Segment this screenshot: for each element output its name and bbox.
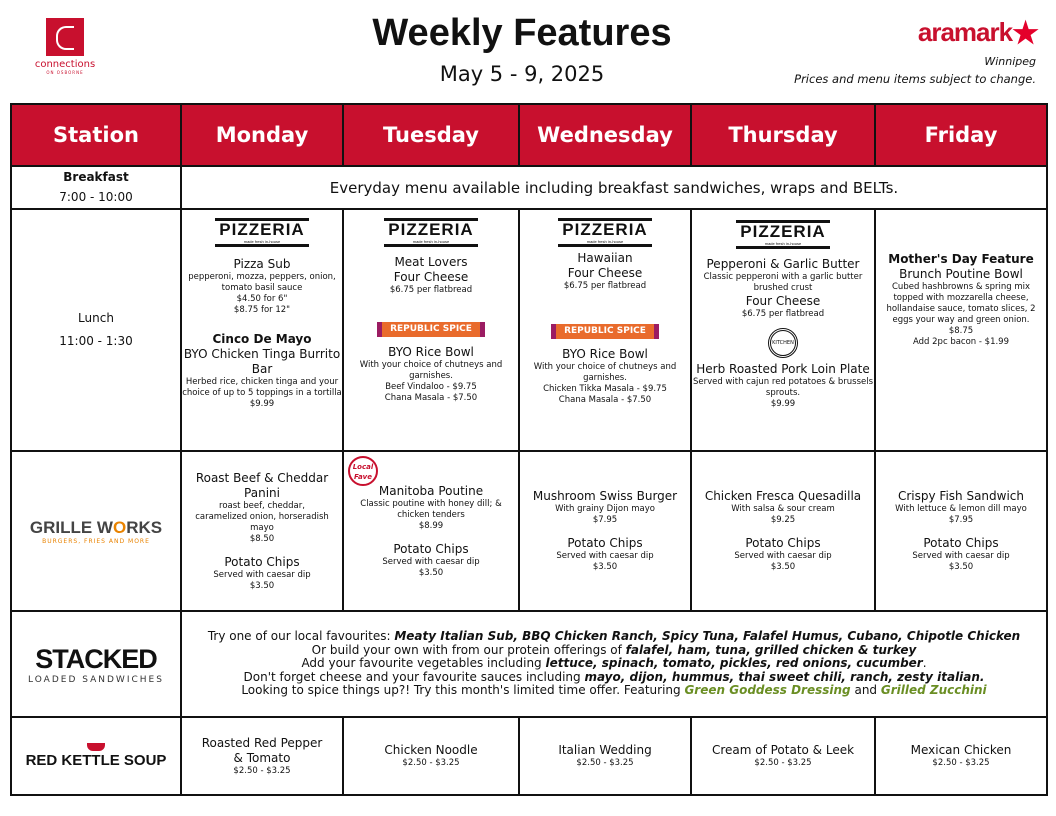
header-row: [11, 104, 1047, 166]
date-range: May 5 - 9, 2025: [439, 62, 605, 86]
menu-item: Potato Chips: [923, 536, 999, 550]
soup-friday: [875, 717, 1047, 795]
kettle-icon: [87, 743, 105, 751]
item-description: Served with caesar dip: [382, 556, 480, 567]
aramark-star-icon: ★: [1012, 17, 1038, 50]
stacked-text: Looking to spice things up?! Try this month's limited time offer. Featuring: [241, 683, 685, 698]
item-price: $3.50: [418, 567, 444, 578]
menu-item: Manitoba Poutine: [378, 483, 484, 498]
lunch-friday: [875, 209, 1047, 451]
menu-item: BYO Chicken Tinga Burrito Bar: [183, 347, 341, 376]
item-description: With grainy Dijon mayo: [555, 504, 655, 514]
item-description: Served with caesar dip: [734, 551, 832, 561]
item-price: $3.50: [592, 562, 618, 572]
grille-monday: [181, 451, 343, 611]
soup-monday: [181, 717, 343, 795]
menu-item: Potato Chips: [745, 536, 821, 550]
feature-label: Mother's Day Feature: [888, 252, 1034, 266]
grille-logo-part: RKS: [126, 517, 163, 537]
stacked-text: Try one of our local favourites:: [207, 629, 395, 644]
menu-item: BYO Rice Bowl: [388, 345, 474, 359]
item-price: $7.95: [592, 515, 618, 525]
menu-item: Roasted Red Pepper & Tomato: [201, 735, 323, 765]
item-price: $3.50: [948, 562, 974, 572]
item-price: $6.75 per flatbread: [563, 281, 647, 291]
connections-logo-sub: ON OSBORNE: [46, 70, 84, 75]
pizzeria-logo-text: PIZZERIA: [388, 220, 474, 239]
col-monday: Monday: [181, 104, 343, 166]
col-thursday: Thursday: [691, 104, 875, 166]
item-description: pepperoni, mozza, peppers, onion, tomato basil sauce: [188, 272, 336, 293]
local-fave-badge: Local Fave: [348, 456, 378, 486]
menu-item: Potato Chips: [224, 554, 300, 569]
col-tuesday: Tuesday: [343, 104, 519, 166]
col-wednesday: Wednesday: [519, 104, 691, 166]
pizzeria-logo: [384, 218, 477, 247]
stacked-lto: Green Goddess Dressing: [684, 683, 851, 698]
menu-item: Meat Lovers: [394, 255, 468, 269]
pizzeria-logo: [558, 218, 651, 247]
item-price: Beef Vindaloo - $9.75: [385, 382, 477, 392]
menu-item: Pizza Sub: [233, 257, 291, 271]
item-price: $8.75 for 12": [233, 305, 291, 315]
stacked-description: [181, 611, 1047, 717]
item-price: $6.75 per flatbread: [389, 285, 473, 295]
item-price: Chana Masala - $7.50: [384, 393, 478, 403]
kitchen-logo-text: KITCHEN: [768, 328, 798, 358]
lunch-thursday: [691, 209, 875, 451]
menu-item: Hawaiian: [577, 251, 633, 265]
breakfast-hours: 7:00 - 10:00: [59, 190, 133, 204]
menu-item: Brunch Poutine Bowl: [899, 267, 1023, 281]
menu-item: Roast Beef & Cheddar Panini: [195, 470, 329, 500]
item-price: $2.50 - $3.25: [576, 758, 634, 768]
republic-spice-logo: [520, 318, 690, 339]
grille-works-logo: [12, 518, 180, 538]
pizzeria-logo: [215, 218, 308, 247]
lunch-row: [11, 209, 1047, 451]
item-price: Chicken Tikka Masala - $9.75: [543, 384, 667, 394]
menu-item: Crispy Fish Sandwich: [897, 489, 1024, 503]
item-price: $2.50 - $3.25: [402, 758, 460, 768]
menu-item: BYO Rice Bowl: [562, 347, 648, 361]
col-station: Station: [11, 104, 181, 166]
menu-item: Four Cheese: [745, 294, 821, 308]
menu-item: Pepperoni & Garlic Butter: [706, 257, 860, 271]
item-price: $4.50 for 6": [236, 294, 288, 304]
city-label: Winnipeg: [984, 55, 1036, 68]
item-description: With your choice of chutneys and garnishes.: [359, 360, 503, 381]
grille-tuesday: [343, 451, 519, 611]
item-description: Classic poutine with honey dill; & chicken tenders: [360, 498, 502, 520]
stacked-line: [182, 630, 1046, 644]
item-price: $8.75: [948, 326, 974, 336]
flame-icon: O: [112, 517, 127, 537]
item-description: Served with caesar dip: [912, 551, 1010, 561]
menu-item: Potato Chips: [393, 541, 469, 556]
republic-spice-logo: [344, 316, 518, 337]
stacked-text: and: [850, 683, 881, 698]
aramark-logo-text: aramark: [917, 17, 1013, 47]
stacked-line: [182, 644, 1046, 658]
stacked-text: .: [922, 656, 927, 671]
item-description: With your choice of chutneys and garnishes.: [533, 362, 677, 383]
col-friday: Friday: [875, 104, 1047, 166]
page-header: [0, 0, 1056, 100]
item-price: $8.99: [418, 520, 444, 531]
stacked-row: [11, 611, 1047, 717]
menu-item: Italian Wedding: [558, 743, 652, 757]
soup-thursday: [691, 717, 875, 795]
item-addon: Add 2pc bacon - $1.99: [912, 337, 1009, 347]
pizzeria-logo-sub: made fresh in-house: [586, 239, 624, 244]
item-description: Classic pepperoni with a garlic butter brushed crust: [703, 272, 863, 293]
item-description: roast beef, cheddar, caramelized onion, horseradish mayo: [195, 500, 329, 533]
menu-item: Mexican Chicken: [910, 743, 1012, 757]
stacked-station: [11, 611, 181, 717]
menu-item: Chicken Noodle: [384, 743, 478, 757]
pizzeria-logo-sub: made fresh in-house: [243, 239, 281, 244]
grille-thursday: [691, 451, 875, 611]
pizzeria-logo-text: PIZZERIA: [740, 222, 826, 241]
item-price: $3.50: [249, 580, 275, 591]
item-price: $2.50 - $3.25: [754, 758, 812, 768]
stacked-lto: Grilled Zucchini: [880, 683, 987, 698]
grille-logo-part: GRILLE W: [29, 517, 113, 537]
breakfast-row: [11, 166, 1047, 209]
stacked-text: Or build your own with from our protein offerings of: [311, 642, 626, 657]
stacked-highlight: falafel, ham, tuna, grilled chicken & turkey: [625, 642, 917, 657]
menu-item: Potato Chips: [567, 536, 643, 550]
kitchen-logo: [692, 328, 874, 358]
stacked-text: Don't forget cheese and your favourite sauces including: [243, 669, 585, 684]
soup-wednesday: [519, 717, 691, 795]
red-kettle-soup-logo: RED KETTLE SOUP: [25, 752, 167, 769]
disclaimer: Prices and menu items subject to change.: [794, 72, 1036, 86]
aramark-logo: [918, 14, 1038, 49]
page-title: Weekly Features: [372, 12, 672, 54]
stacked-highlight: Meaty Italian Sub, BBQ Chicken Ranch, Spicy Tuna, Falafel Humus, Cubano, Chipotle Chicken: [394, 629, 1021, 644]
breakfast-station: [11, 166, 181, 209]
republic-spice-logo-text: REPUBLIC SPICE: [551, 324, 659, 339]
stacked-line: [182, 684, 1046, 698]
menu-item: Chicken Fresca Quesadilla: [704, 489, 862, 503]
item-price: $9.99: [770, 399, 796, 409]
item-description: With salsa & sour cream: [731, 504, 835, 514]
soup-row: [11, 717, 1047, 795]
grille-works-sub: BURGERS, FRIES AND MORE: [42, 537, 150, 545]
lunch-wednesday: [519, 209, 691, 451]
connections-logo-text: connections: [34, 59, 96, 70]
pizzeria-logo-text: PIZZERIA: [562, 220, 648, 239]
item-description: Served with cajun red potatoes & brussels sprouts.: [692, 377, 874, 398]
item-description: Cubed hashbrowns & spring mix topped with mozzarella cheese, hollandaise sauce, tomato slices, 2 eggs your way and green onion.: [886, 282, 1036, 325]
breakfast-text: Everyday menu available including breakfast sandwiches, wraps and BELTs.: [181, 166, 1047, 209]
item-price: $3.50: [770, 562, 796, 572]
menu-item: Herb Roasted Pork Loin Plate: [696, 362, 870, 376]
stacked-highlight: mayo, dijon, hummus, thai sweet chili, ranch, zesty italian.: [584, 669, 985, 684]
soup-tuesday: [343, 717, 519, 795]
menu-item: Mushroom Swiss Burger: [532, 489, 678, 503]
item-description: With lettuce & lemon dill mayo: [895, 504, 1027, 514]
stacked-highlight: lettuce, spinach, tomato, pickles, red onions, cucumber: [545, 656, 923, 671]
menu-item: Four Cheese: [393, 270, 469, 284]
item-price: $6.75 per flatbread: [741, 309, 825, 319]
lunch-hours: 11:00 - 1:30: [59, 334, 133, 348]
lunch-label: Lunch: [78, 311, 114, 325]
item-price: $9.25: [770, 515, 796, 525]
item-price: $9.99: [249, 399, 275, 409]
menu-item: Four Cheese: [567, 266, 643, 280]
lunch-tuesday: [343, 209, 519, 451]
item-price: Chana Masala - $7.50: [558, 395, 652, 405]
item-price: $7.95: [948, 515, 974, 525]
breakfast-label: Breakfast: [63, 170, 129, 184]
grille-friday: [875, 451, 1047, 611]
stacked-logo-sub: LOADED SANDWICHES: [28, 674, 164, 685]
lunch-monday: [181, 209, 343, 451]
item-price: $2.50 - $3.25: [932, 758, 990, 768]
soup-station: [11, 717, 181, 795]
item-description: Served with caesar dip: [213, 569, 311, 580]
stacked-line: [182, 671, 1046, 685]
feature-label: Cinco De Mayo: [212, 332, 312, 346]
stacked-line: [182, 657, 1046, 671]
pizzeria-logo-sub: made fresh in-house: [412, 239, 450, 244]
pizzeria-logo: [736, 220, 829, 249]
grille-wednesday: [519, 451, 691, 611]
grille-row: [11, 451, 1047, 611]
pizzeria-logo-text: PIZZERIA: [219, 220, 305, 239]
grille-station: [11, 451, 181, 611]
stacked-text: Add your favourite vegetables including: [301, 656, 546, 671]
item-price: $2.50 - $3.25: [233, 765, 291, 776]
lunch-station: [11, 209, 181, 451]
item-price: $8.50: [249, 533, 275, 544]
republic-spice-logo-text: REPUBLIC SPICE: [377, 322, 485, 337]
pizzeria-logo-sub: made fresh in-house: [764, 241, 802, 246]
stacked-logo: STACKED: [35, 643, 157, 674]
item-description: Served with caesar dip: [556, 551, 654, 561]
menu-item: Cream of Potato & Leek: [711, 743, 855, 757]
weekly-menu-table: [10, 103, 1048, 796]
item-description: Herbed rice, chicken tinga and your choice of up to 5 toppings in a tortilla: [182, 377, 342, 398]
